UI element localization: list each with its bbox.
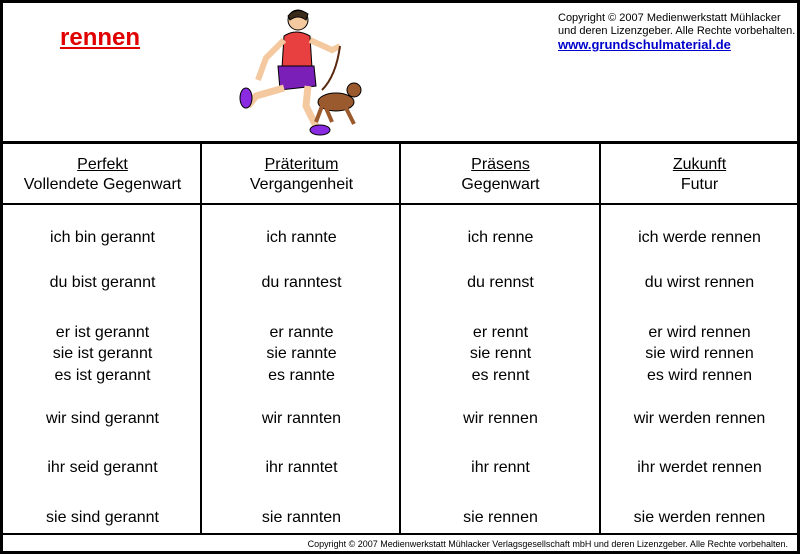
- conjugation: es ist gerannt: [54, 367, 151, 384]
- copyright-line-1: Copyright © 2007 Medienwerkstatt Mühlacker: [558, 12, 781, 24]
- tense-name: Präteritum: [264, 156, 339, 173]
- copyright-block: [558, 12, 795, 53]
- conjugation: sie ist gerannt: [52, 345, 153, 362]
- running-boy-with-dog-illustration: [236, 6, 366, 138]
- conjugation: sie sind gerannt: [46, 509, 159, 526]
- conjugation: wir rennen: [463, 410, 538, 427]
- conjugation: er rannte: [269, 324, 334, 341]
- copyright-line-2: und deren Lizenzgeber. Alle Rechte vorbehalten.: [558, 25, 796, 37]
- conjugation: es rannte: [268, 367, 335, 384]
- conjugation: es wird rennen: [647, 367, 752, 384]
- tense-name: Zukunft: [672, 156, 727, 173]
- conjugation: du ranntest: [261, 274, 342, 291]
- conjugation: ihr werdet rennen: [637, 459, 762, 476]
- conjugation: ihr seid gerannt: [47, 459, 158, 476]
- conjugation: sie rannte: [266, 345, 337, 362]
- conjugation: ich rannte: [266, 229, 337, 246]
- column-praeteritum: [202, 143, 401, 526]
- column-zukunft: [600, 143, 799, 526]
- conjugation: du bist gerannt: [49, 274, 156, 291]
- conjugation: ihr ranntet: [265, 459, 338, 476]
- conjugation: er rennt: [472, 324, 529, 341]
- conjugation: wir sind gerannt: [46, 410, 159, 427]
- conjugation: sie werden rennen: [633, 509, 766, 526]
- tense-description: Gegenwart: [461, 176, 540, 193]
- tense-name: Präsens: [471, 156, 530, 173]
- conjugation: sie wird rennen: [645, 345, 754, 362]
- column-praesens: [401, 143, 600, 526]
- conjugation: wir rannten: [261, 410, 342, 427]
- column-perfekt: [3, 143, 202, 526]
- conjugation: ich bin gerannt: [50, 229, 155, 246]
- footer-copyright: Copyright © 2007 Medienwerkstatt Mühlacker Verlagsgesellschaft mbH und deren Lizenzgeber. Alle Rechte vorbehalten.: [307, 539, 788, 549]
- conjugation: ich werde rennen: [638, 229, 761, 246]
- conjugation: er ist gerannt: [55, 324, 150, 341]
- tense-description: Vollendete Gegenwart: [23, 176, 182, 193]
- conjugation: ich renne: [467, 229, 534, 246]
- conjugation: er wird rennen: [648, 324, 751, 341]
- conjugation: wir werden rennen: [633, 410, 766, 427]
- conjugation: sie rennt: [469, 345, 532, 362]
- conjugation: sie rannten: [261, 509, 342, 526]
- conjugation: ihr rennt: [471, 459, 530, 476]
- tense-name: Perfekt: [77, 156, 128, 173]
- conjugation: es rennt: [471, 367, 530, 384]
- conjugation: du wirst rennen: [644, 274, 755, 291]
- tense-description: Futur: [680, 176, 719, 193]
- website-link[interactable]: www.grundschulmaterial.de: [558, 37, 731, 52]
- tense-description: Vergangenheit: [249, 176, 354, 193]
- verb-title: rennen: [60, 24, 141, 51]
- conjugation: sie rennen: [463, 509, 538, 526]
- conjugation: du rennst: [467, 274, 534, 291]
